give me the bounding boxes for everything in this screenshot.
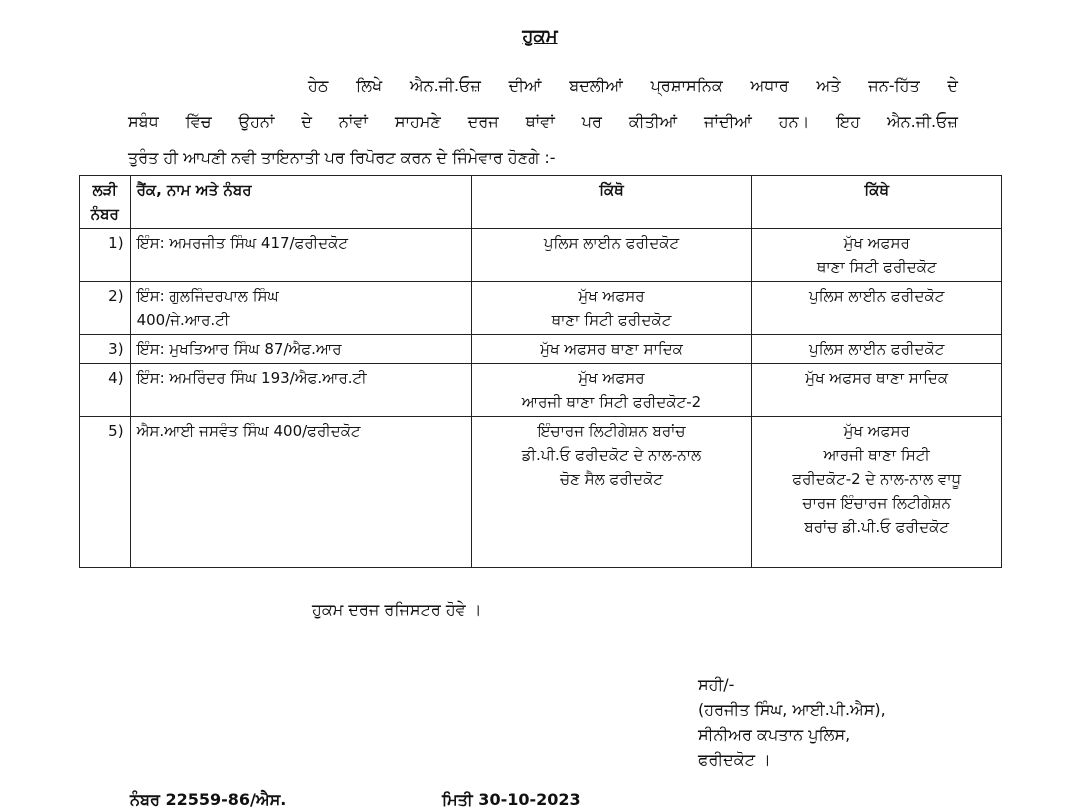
signature-line-place: ਫਰੀਦਕੋਟ । — [698, 750, 771, 769]
to-line: ਪੁਲਿਸ ਲਾਈਨ ਫਰੀਦਕੋਟ — [809, 340, 945, 358]
from-cell — [471, 417, 752, 568]
header-from: ਕਿੱਥੋ — [471, 176, 752, 229]
name-cell — [130, 282, 471, 335]
name-cell — [130, 335, 471, 364]
from-cell — [471, 229, 752, 282]
intro-line-3: ਤੁਰੰਤ ਹੀ ਆਪਣੀ ਨਵੀ ਤਾਇਨਾਤੀ ਪਰ ਰਿਪੋਰਟ ਕਰਨ ਦੇ ਜਿੰਮੇਵਾਰ ਹੋਣਗੇ :- — [128, 148, 556, 167]
table-row — [80, 282, 1002, 335]
to-line: ਮੁੱਖ ਅਫਸਰ ਥਾਣਾ ਸਾਦਿਕ — [805, 369, 949, 387]
name-line: 400/ਜੇ.ਆਰ.ਟੀ — [136, 311, 230, 329]
order-title: ਹੁਕਮ — [522, 26, 558, 47]
header-serial: ਲੜੀ ਨੰਬਰ — [80, 176, 131, 229]
to-cell — [752, 282, 1002, 335]
from-cell — [471, 364, 752, 417]
from-cell — [471, 335, 752, 364]
to-cell — [752, 417, 1002, 568]
serial-cell: 3) — [80, 335, 131, 364]
serial-cell: 2) — [80, 282, 131, 335]
table-row — [80, 335, 1002, 364]
from-line: ਪੁਲਿਸ ਲਾਈਨ ਫਰੀਦਕੋਟ — [543, 234, 680, 252]
to-cell — [752, 364, 1002, 417]
from-line: ਆਰਜੀ ਥਾਣਾ ਸਿਟੀ ਫਰੀਦਕੋਟ-2 — [521, 393, 702, 411]
to-line: ਮੁੱਖ ਅਫਸਰ — [843, 422, 910, 440]
table-row — [80, 417, 1002, 568]
from-line: ਡੀ.ਪੀ.ਓ ਫਰੀਦਕੋਟ ਦੇ ਨਾਲ-ਨਾਲ — [521, 446, 702, 464]
to-line: ਥਾਣਾ ਸਿਟੀ ਫਰੀਦਕੋਟ — [816, 258, 937, 276]
to-line: ਬਰਾਂਚ ਡੀ.ਪੀ.ਓ ਫਰੀਦਕੋਟ — [804, 518, 950, 536]
serial-cell: 1) — [80, 229, 131, 282]
serial-cell: 5) — [80, 417, 131, 568]
signature-line-designation: ਸੀਨੀਅਰ ਕਪਤਾਨ ਪੁਲਿਸ, — [698, 725, 851, 744]
from-line: ਮੁੱਖ ਅਫਸਰ — [578, 369, 645, 387]
from-cell — [471, 282, 752, 335]
serial-cell: 4) — [80, 364, 131, 417]
to-cell — [752, 229, 1002, 282]
signature-line-signed: ਸਹੀ/- — [698, 675, 735, 694]
from-line: ਚੋਣ ਸੈਲ ਫਰੀਦਕੋਟ — [560, 470, 663, 488]
to-line: ਪੁਲਿਸ ਲਾਈਨ ਫਰੀਦਕੋਟ — [809, 287, 945, 305]
name-line: ਇੰਸ: ਮੁਖਤਿਆਰ ਸਿੰਘ 87/ਐਫ.ਆਰ — [136, 340, 342, 358]
reference-number: ਨੰਬਰ 22559-86/ਐਸ. — [130, 790, 287, 809]
intro-line-2: ਸਬੰਧ ਵਿੱਚ ਉਹਨਾਂ ਦੇ ਨਾਂਵਾਂ ਸਾਹਮਣੇ ਦਰਜ ਥਾਂਵਾਂ ਪਰ ਕੀਤੀਆਂ ਜਾਂਦੀਆਂ ਹਨ। ਇਹ ਐਨ.ਜੀ.ਓਜ਼ — [128, 112, 958, 131]
to-cell — [752, 335, 1002, 364]
signature-block — [698, 672, 886, 772]
footer — [130, 790, 830, 810]
header-rank-name: ਰੈਂਕ, ਨਾਮ ਅਤੇ ਨੰਬਰ — [130, 176, 471, 229]
to-line: ਮੁੱਖ ਅਫਸਰ — [843, 234, 910, 252]
from-line: ਥਾਣਾ ਸਿਟੀ ਫਰੀਦਕੋਟ — [551, 311, 672, 329]
from-line: ਮੁੱਖ ਅਫਸਰ — [578, 287, 645, 305]
name-cell — [130, 229, 471, 282]
name-cell — [130, 364, 471, 417]
intro-paragraph — [128, 68, 958, 176]
header-to: ਕਿੱਥੇ — [752, 176, 1002, 229]
from-line: ਇੰਚਾਰਜ ਲਿਟੀਗੇਸ਼ਨ ਬਰਾਂਚ — [537, 422, 686, 440]
name-line: ਐਸ.ਆਈ ਜਸਵੰਤ ਸਿੰਘ 400/ਫਰੀਦਕੋਟ — [136, 422, 361, 440]
name-line: ਇੰਸ: ਅਮਰਿੰਦਰ ਸਿੰਘ 193/ਐਫ.ਆਰ.ਟੀ — [136, 369, 367, 387]
from-line: ਮੁੱਖ ਅਫਸਰ ਥਾਣਾ ਸਾਦਿਕ — [540, 340, 683, 358]
signature-line-name: (ਹਰਜੀਤ ਸਿੰਘ, ਆਈ.ਪੀ.ਐਸ), — [698, 700, 886, 719]
to-line: ਫਰੀਦਕੋਟ-2 ਦੇ ਨਾਲ-ਨਾਲ ਵਾਧੂ — [792, 470, 962, 488]
name-line: ਇੰਸ: ਗੁਲਜਿੰਦਰਪਾਲ ਸਿੰਘ — [136, 287, 279, 305]
name-line: ਇੰਸ: ਅਮਰਜੀਤ ਸਿੰਘ 417/ਫਰੀਦਕੋਟ — [136, 234, 348, 252]
table-header-row — [80, 176, 1002, 229]
table-row — [80, 364, 1002, 417]
to-line: ਚਾਰਜ ਇੰਚਾਰਜ ਲਿਟੀਗੇਸ਼ਨ — [802, 494, 951, 512]
table-row — [80, 229, 1002, 282]
to-line: ਆਰਜੀ ਥਾਣਾ ਸਿਟੀ — [823, 446, 930, 464]
register-note: ਹੁਕਮ ਦਰਜ ਰਜਿਸਟਰ ਹੋਵੇ । — [312, 600, 482, 619]
name-cell — [130, 417, 471, 568]
order-date: ਮਿਤੀ 30-10-2023 — [442, 790, 581, 809]
transfer-table — [79, 175, 1002, 568]
intro-line-1: ਹੇਠ ਲਿਖੇ ਐਨ.ਜੀ.ਓਜ਼ ਦੀਆਂ ਬਦਲੀਆਂ ਪ੍ਰਸ਼ਾਸਨਿਕ ਅਧਾਰ ਅਤੇ ਜਨ-ਹਿੱਤ ਦੇ — [308, 76, 958, 95]
